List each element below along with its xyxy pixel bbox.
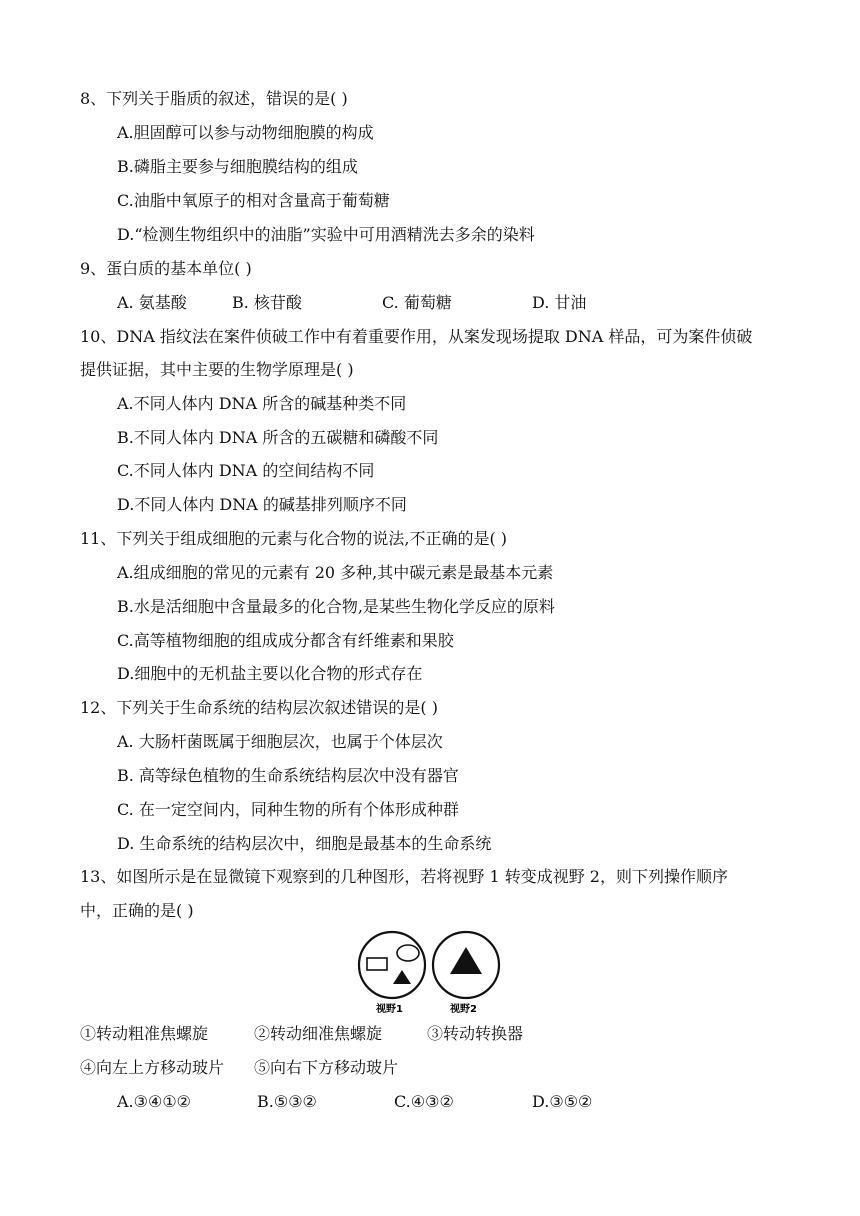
q13-stem-line2: 中，正确的是( ) — [80, 901, 194, 920]
q13-options — [0, 1091, 860, 1113]
q10-option-c: C.不同人体内 DNA 的空间结构不同 — [117, 461, 375, 480]
q9-stem: 9、蛋白质的基本单位( ) — [80, 259, 252, 278]
q12-option-a: A. 大肠杆菌既属于细胞层次，也属于个体层次 — [117, 732, 443, 751]
q11-stem: 11、下列关于组成细胞的元素与化合物的说法,不正确的是( ) — [80, 529, 508, 548]
q12-option-d: D. 生命系统的结构层次中，细胞是最基本的生命系统 — [117, 834, 492, 853]
q10-option-a: A.不同人体内 DNA 所含的碱基种类不同 — [117, 394, 407, 413]
q11-option-b: B.水是活细胞中含量最多的化合物,是某些生物化学反应的原料 — [117, 597, 555, 616]
q8-option-b: B.磷脂主要参与细胞膜结构的组成 — [117, 157, 358, 176]
q10-stem-line2: 提供证据，其中主要的生物学原理是( ) — [80, 360, 354, 379]
q13-option-a: A.③④①② — [117, 1092, 192, 1111]
q8-stem: 8、下列关于脂质的叙述，错误的是( ) — [80, 89, 348, 108]
q13-option-c: C.④③② — [394, 1092, 454, 1111]
q13-steps-line2 — [0, 1057, 860, 1079]
q13-step-5: ⑤向右下方移动玻片 — [254, 1058, 399, 1077]
view1-ellipse — [397, 945, 419, 961]
q11-option-a: A.组成细胞的常见的元素有 20 多种,其中碳元素是最基本元素 — [117, 563, 554, 582]
q13-step-1: ①转动粗准焦螺旋 — [80, 1024, 209, 1043]
q8-option-a: A.胆固醇可以参与动物细胞膜的构成 — [117, 123, 374, 142]
q10-stem-line1: 10、DNA 指纹法在案件侦破工作中有着重要作用，从案发现场提取 DNA 样品，可为案件侦破 — [80, 327, 753, 346]
q13-steps-line1 — [0, 1023, 860, 1045]
q13-stem-line1: 13、如图所示是在显微镜下观察到的几种图形，若将视野 1 转变成视野 2，则下列操作顺序 — [80, 867, 728, 886]
q9-option-c: C. 葡萄糖 — [382, 293, 452, 312]
q10-option-d: D.不同人体内 DNA 的碱基排列顺序不同 — [117, 495, 407, 514]
q13-step-3: ③转动转换器 — [427, 1024, 524, 1043]
q9-options — [0, 292, 860, 314]
q13-step-2: ②转动细准焦螺旋 — [254, 1024, 383, 1043]
q8-option-d: D.“检测生物组织中的油脂”实验中可用酒精洗去多余的染料 — [117, 225, 535, 244]
view1-rectangle — [367, 958, 387, 970]
view1-label: 视野1 — [376, 1004, 403, 1015]
q13-option-b: B.⑤③② — [257, 1092, 317, 1111]
microscope-views-svg — [356, 928, 506, 1020]
q13-step-4: ④向左上方移动玻片 — [80, 1058, 225, 1077]
q12-option-b: B. 高等绿色植物的生命系统结构层次中没有器官 — [117, 766, 459, 785]
q10-option-b: B.不同人体内 DNA 所含的五碳糖和磷酸不同 — [117, 428, 439, 447]
q13-option-d: D.③⑤② — [532, 1092, 593, 1111]
view2-label: 视野2 — [450, 1004, 477, 1015]
view2-field — [433, 932, 499, 998]
q11-option-d: D.细胞中的无机盐主要以化合物的形式存在 — [117, 664, 423, 683]
q9-option-a: A. 氨基酸 — [117, 293, 187, 312]
q9-option-b: B. 核苷酸 — [232, 293, 302, 312]
q12-option-c: C. 在一定空间内，同种生物的所有个体形成种群 — [117, 800, 459, 819]
q12-stem: 12、下列关于生命系统的结构层次叙述错误的是( ) — [80, 698, 438, 717]
q11-option-c: C.高等植物细胞的组成成分都含有纤维素和果胶 — [117, 631, 454, 650]
microscope-view-figure — [356, 928, 506, 1020]
q9-option-d: D. 甘油 — [532, 293, 587, 312]
view1-field — [359, 932, 425, 998]
q8-option-c: C.油脂中氧原子的相对含量高于葡萄糖 — [117, 191, 390, 210]
